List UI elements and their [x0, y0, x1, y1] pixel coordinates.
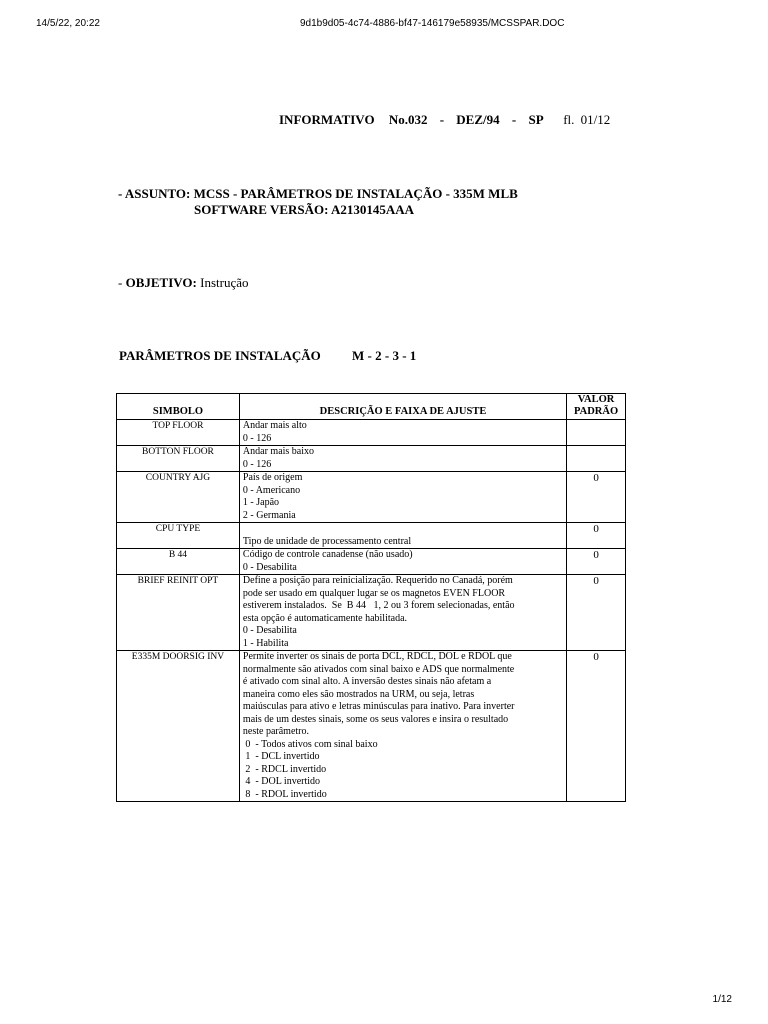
table-row [117, 472, 626, 523]
descricao-line: 2 - Germania [242, 509, 296, 521]
cell-simbolo: BOTTON FLOOR [117, 446, 240, 472]
cell-simbolo: E335M DOORSIG INV [117, 651, 240, 802]
header-simbolo: SIMBOLO [117, 394, 240, 420]
descricao-line: 1 - DCL invertido [242, 751, 320, 762]
cell-valor [567, 446, 626, 472]
descricao-line: Permite inverter os sinais de porta DCL, RDCL, DOL e RDOL que [242, 651, 512, 662]
descricao-line: 0 - Americano [242, 484, 301, 496]
cell-valor: 0 [567, 523, 626, 549]
cell-simbolo: COUNTRY AJG [117, 472, 240, 523]
descricao-line: 4 - DOL invertido [242, 776, 321, 787]
header-valor-line1: VALOR [577, 394, 615, 405]
print-file-path: 9d1b9d05-4c74-4886-bf47-146179e58935/MCSSPAR.DOC [300, 18, 565, 29]
descricao-line: 0 - 126 [242, 432, 272, 444]
table-row [117, 523, 626, 549]
software-version-line: SOFTWARE VERSÃO: A2130145AAA [194, 202, 415, 217]
descricao-line: 0 - 126 [242, 458, 272, 470]
informativo-location: SP [528, 112, 543, 127]
descricao-line: 2 - RDCL invertido [242, 763, 327, 775]
objective-value: Instrução [196, 275, 249, 290]
descricao-line: 0 - Desabilita [242, 561, 297, 573]
objective-label: OBJETIVO: [125, 275, 197, 290]
cell-simbolo: TOP FLOOR [117, 420, 240, 446]
descricao-line: normalmente são ativados com sinal baixo e ADS que normalmente [242, 663, 515, 675]
header-descricao: DESCRIÇÃO E FAIXA DE AJUSTE [239, 394, 566, 420]
informativo-label: INFORMATIVO [279, 112, 375, 127]
informativo-line [279, 112, 610, 128]
descricao-line: 0 - Todos ativos com sinal baixo [242, 738, 378, 750]
cell-descricao [239, 420, 566, 446]
cell-valor: 0 [567, 575, 626, 651]
cell-descricao [239, 651, 566, 802]
cell-simbolo: B 44 [117, 549, 240, 575]
header-valor [567, 394, 626, 420]
descricao-line: 8 - RDOL invertido [242, 788, 327, 800]
subject-line: - ASSUNTO: MCSS - PARÂMETROS DE INSTALAÇÃO - 335M MLB [118, 186, 518, 201]
print-datetime: 14/5/22, 20:22 [36, 18, 100, 29]
cell-descricao [239, 549, 566, 575]
cell-simbolo: CPU TYPE [117, 523, 240, 549]
descricao-line: Tipo de unidade de processamento central [242, 535, 412, 547]
descricao-line: mais de um destes sinais, some os seus valores e insira o resultado [242, 713, 509, 725]
descricao-line: esta opção é automaticamente habilitada. [242, 612, 408, 624]
table-row [117, 575, 626, 651]
table-header-row [117, 394, 626, 420]
cell-valor [567, 420, 626, 446]
sheet-number: fl. 01/12 [563, 112, 611, 127]
descricao-line: Código de controle canadense (não usado) [242, 549, 413, 560]
descricao-line: maneira como eles são mostrados na URM, ou seja, letras [242, 688, 475, 700]
table-row [117, 446, 626, 472]
section-title-text: PARÂMETROS DE INSTALAÇÃO [119, 348, 321, 363]
parameters-table [116, 393, 626, 802]
cell-valor: 0 [567, 549, 626, 575]
descricao-line: Andar mais alto [242, 420, 307, 431]
separator: - [439, 112, 445, 127]
informativo-date: DEZ/94 [456, 112, 500, 127]
descricao-line: Andar mais baixo [242, 446, 315, 457]
objective-line [118, 275, 248, 291]
descricao-line: pode ser usado em qualquer lugar se os magnetos EVEN FLOOR [242, 587, 506, 599]
descricao-line [243, 523, 563, 536]
descricao-line: País de origem [242, 472, 303, 483]
page-counter: 1/12 [712, 994, 732, 1005]
descricao-line: 0 - Desabilita [242, 625, 297, 636]
descricao-line: 1 - Habilita [242, 637, 289, 649]
objective-prefix: - [118, 275, 126, 290]
descricao-line: é ativado com sinal alto. A inversão destes sinais não afetam a [242, 676, 492, 687]
table-row [117, 549, 626, 575]
separator: - [511, 112, 517, 127]
cell-descricao [239, 575, 566, 651]
cell-valor: 0 [567, 472, 626, 523]
descricao-line: estiverem instalados. Se B 44 1, 2 ou 3 forem selecionadas, então [242, 600, 515, 611]
table-row [117, 420, 626, 446]
print-header [0, 18, 768, 32]
descricao-line: neste parâmetro. [242, 726, 310, 737]
informativo-number: No.032 [388, 112, 428, 127]
header-valor-line2: PADRÃO [573, 406, 619, 417]
section-title [119, 348, 416, 364]
cell-descricao [239, 446, 566, 472]
table-row [117, 651, 626, 802]
cell-valor: 0 [567, 651, 626, 802]
cell-descricao [239, 523, 566, 549]
descricao-line: 1 - Japão [242, 497, 280, 508]
section-code: M - 2 - 3 - 1 [352, 348, 417, 363]
descricao-line: Define a posição para reinicialização. Requerido no Canadá, porém [242, 575, 513, 586]
cell-simbolo: BRIEF REINIT OPT [117, 575, 240, 651]
cell-descricao [239, 472, 566, 523]
descricao-line: maiúsculas para ativo e letras minúsculas para inativo. Para inverter [242, 701, 515, 712]
